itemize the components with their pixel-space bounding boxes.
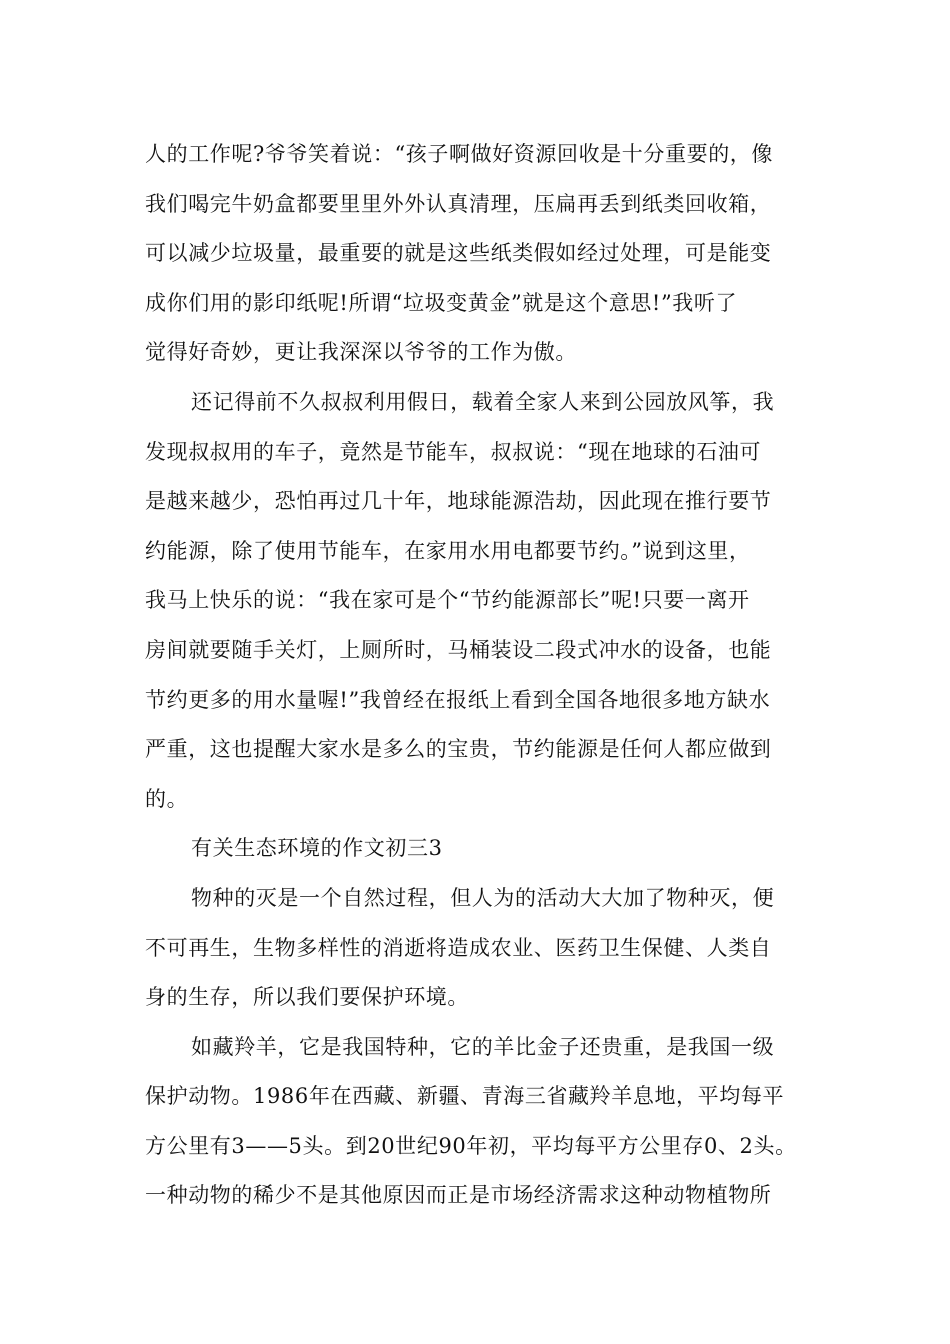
- text-line: 觉得好奇妙，更让我深深以爷爷的工作为傲。: [145, 340, 577, 365]
- body-text: [145, 130, 830, 1221]
- text-line: 严重，这也提醒大家水是多么的宝贵，节约能源是任何人都应做到: [145, 737, 772, 762]
- text-line: 人的工作呢?爷爷笑着说：“孩子啊做好资源回收是十分重要的，像: [145, 142, 773, 166]
- text-line: 房间就要随手关灯，上厕所时，马桶装设二段式冲水的设备，也能: [145, 637, 772, 662]
- text-line: 发现叔叔用的车子，竟然是节能车，叔叔说：“现在地球的石油可: [145, 439, 762, 464]
- text-line: 约能源，除了使用节能车，在家用水用电都要节约。”说到这里，: [145, 538, 751, 563]
- text-line: 的。: [145, 786, 189, 811]
- paragraph-start-line: 如藏羚羊，它是我国特种，它的羊比金子还贵重，是我国一级: [191, 1034, 775, 1059]
- text-line: 是越来越少，恐怕再过几十年，地球能源浩劫，因此现在推行要节: [145, 489, 772, 514]
- text-line: 身的生存，所以我们要保护环境。: [145, 985, 469, 1010]
- text-line: 一种动物的稀少不是其他原因而正是市场经济需求这种动物植物所: [145, 1183, 772, 1208]
- text-line: 不可再生，生物多样性的消逝将造成农业、医药卫生保健、人类自: [145, 935, 772, 960]
- text-line: 成你们用的影印纸呢!所谓“垃圾变黄金”就是这个意思!”我听了: [145, 290, 738, 315]
- paragraph-start-line: 物种的灭是一个自然过程，但人为的活动大大加了物种灭，便: [191, 885, 775, 910]
- text-line: 保护动物。1986年在西藏、新疆、青海三省藏羚羊息地，平均每平: [145, 1084, 785, 1109]
- text-line: 方公里有3——5头。到20世纪90年初，平均每平方公里存0、2头。: [145, 1133, 797, 1158]
- paragraph-start-line: 还记得前不久叔叔利用假日，载着全家人来到公园放风筝，我: [191, 389, 775, 414]
- text-line: 节约更多的用水量喔!”我曾经在报纸上看到全国各地很多地方缺水: [145, 687, 771, 712]
- section-heading: 有关生态环境的作文初三3: [191, 836, 443, 861]
- text-line: 我马上快乐的说：“我在家可是个“节约能源部长”呢!只要一离开: [145, 588, 750, 613]
- text-line: 可以减少垃圾量，最重要的就是这些纸类假如经过处理，可是能变: [145, 241, 772, 266]
- text-line: 我们喝完牛奶盒都要里里外外认真清理，压扁再丢到纸类回收箱，: [145, 191, 772, 216]
